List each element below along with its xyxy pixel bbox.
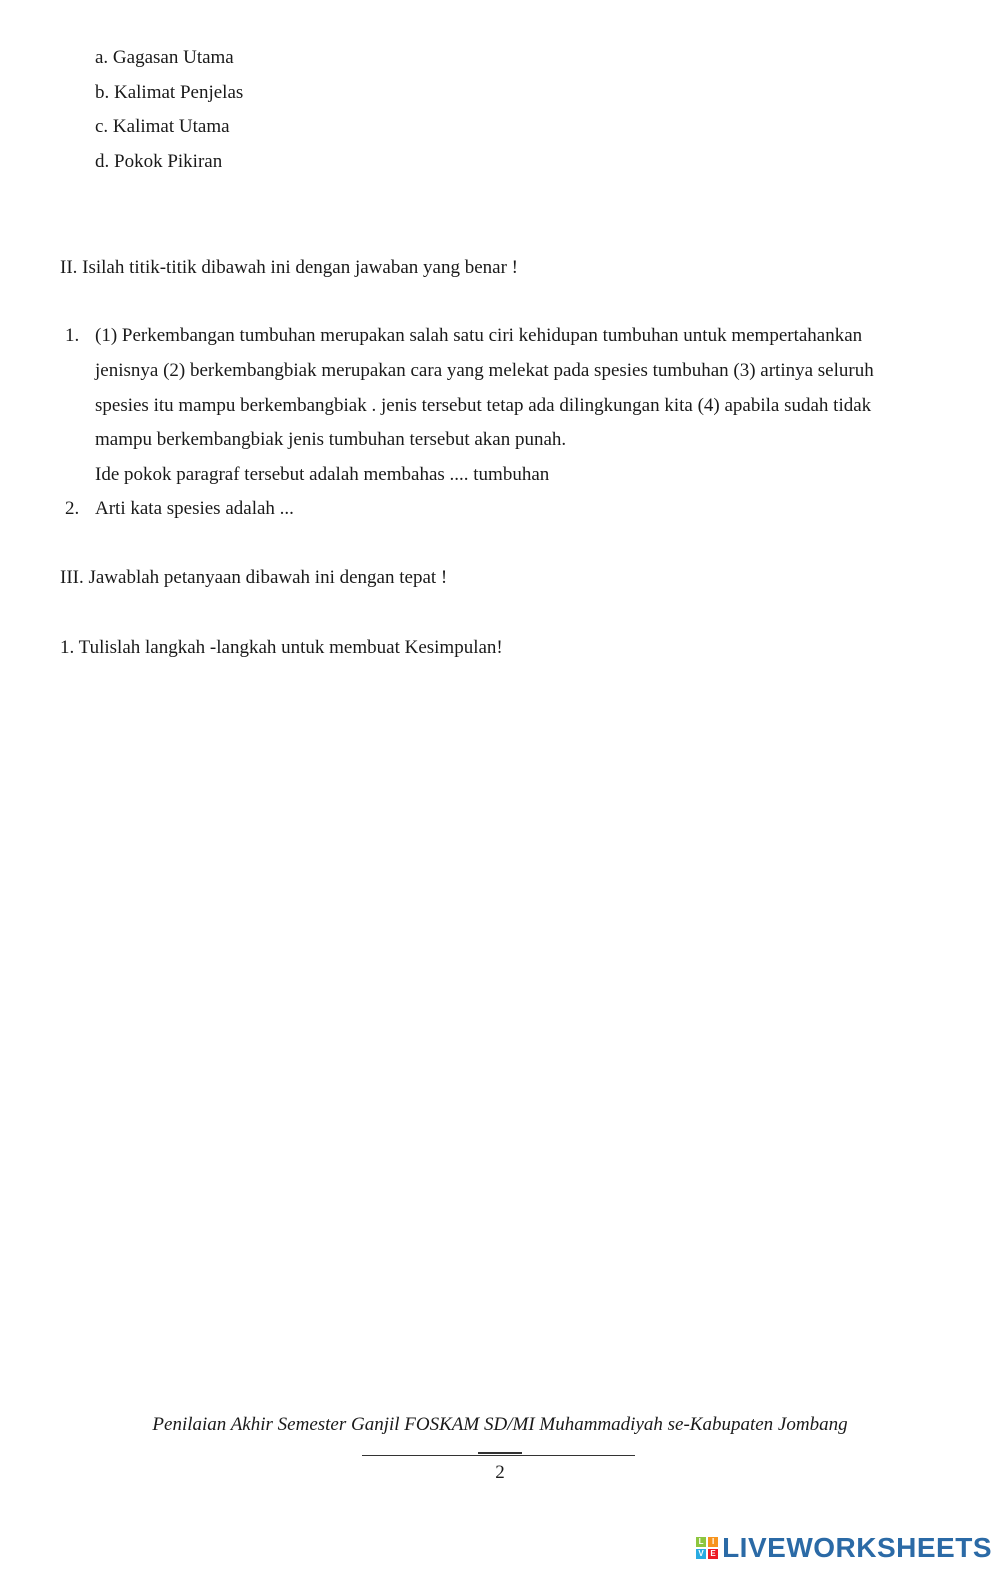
footer-caption: Penilaian Akhir Semester Ganjil FOSKAM SD/MI Muhammadiyah se-Kabupaten Jombang bbox=[152, 1414, 848, 1435]
footer-rule-accent bbox=[478, 1452, 522, 1454]
logo-letter: L bbox=[696, 1537, 706, 1547]
question-number: 2. bbox=[65, 498, 80, 519]
section-2-title: II. Isilah titik-titik dibawah ini dengan jawaban yang benar ! bbox=[60, 257, 518, 278]
paragraph-line-2: jenisnya (2) berkembangbiak merupakan cara yang melekat pada spesies tumbuhan (3) artinya seluruh bbox=[95, 360, 874, 381]
option-a: a. Gagasan Utama bbox=[95, 47, 234, 68]
section-3-title: III. Jawablah petanyaan dibawah ini dengan tepat ! bbox=[60, 567, 448, 588]
paragraph-line-1: (1) Perkembangan tumbuhan merupakan salah satu ciri kehidupan tumbuhan untuk mempertahankan bbox=[95, 325, 863, 346]
logo-letter: E bbox=[708, 1549, 718, 1559]
option-b: b. Kalimat Penjelas bbox=[95, 82, 244, 103]
section-3-question-1: 1. Tulislah langkah -langkah untuk membuat Kesimpulan! bbox=[60, 637, 503, 658]
option-c: c. Kalimat Utama bbox=[95, 116, 230, 137]
liveworksheets-logo-icon bbox=[696, 1537, 718, 1559]
logo-letter: V bbox=[696, 1549, 706, 1559]
paragraph-line-4: mampu berkembangbiak jenis tumbuhan tersebut akan punah. bbox=[95, 429, 567, 450]
paragraph-line-3: spesies itu mampu berkembangbiak . jenis tersebut tetap ada dilingkungan kita (4) apabila sudah tidak bbox=[95, 395, 872, 416]
logo-letter: I bbox=[708, 1537, 718, 1547]
liveworksheets-brand bbox=[696, 1532, 992, 1564]
page-number: 2 bbox=[495, 1462, 505, 1483]
brand-name: LIVEWORKSHEETS bbox=[722, 1532, 992, 1563]
option-d: d. Pokok Pikiran bbox=[95, 151, 223, 172]
question-text: Arti kata spesies adalah ... bbox=[95, 498, 294, 519]
question-prompt: Ide pokok paragraf tersebut adalah membahas .... tumbuhan bbox=[95, 464, 550, 485]
question-number: 1. bbox=[65, 325, 80, 346]
footer-rule bbox=[362, 1455, 635, 1456]
